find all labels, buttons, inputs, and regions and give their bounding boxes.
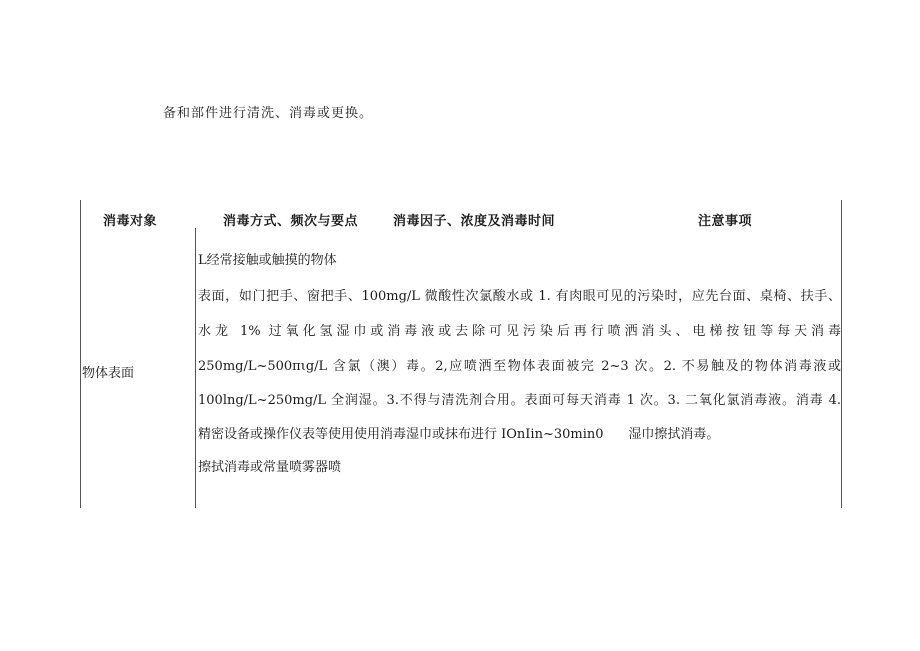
- content-line: 精密设备或操作仪表等使用使用消毒湿巾或抹布进行 IOnIin~30min0 湿巾擦拭消毒。: [198, 427, 720, 442]
- content-line: 水龙 1% 过氧化氢湿巾或消毒液或去除可见污染后再行喷洒消头、电梯按钮等每天消毒: [198, 324, 841, 339]
- content-line: 表面，如门把手、窗把手、100mg/L 微酸性次氯酸水或 1. 有肉眼可见的污染时，应先台面、桌椅、扶手、: [198, 289, 841, 304]
- content-line: 100lng/L~250mg/L 全润湿。3.不得与清洗剂合用。表面可每天消毒 1 次。3. 二氧化氯消毒液。消毒 4.: [198, 393, 841, 408]
- header-method-frequency: 消毒方式、频次与要点: [223, 214, 359, 229]
- table-border-left: [80, 200, 81, 508]
- header-factor-concentration: 消毒因子、浓度及消毒时间: [393, 214, 556, 229]
- row-label-object-surface: 物体表面: [82, 366, 135, 381]
- table-column-divider: [195, 228, 196, 508]
- content-line: 250mg/L~500πιg/L 含氯（澳）毒。2,应喷洒至物体表面被完 2~3 次。2. 不易触及的物体消毒液或: [198, 359, 841, 374]
- content-line: 擦拭消毒或常量喷雾器喷: [198, 460, 342, 475]
- header-notes: 注意事项: [698, 214, 753, 229]
- intro-text: 备和部件进行清洗、消毒或更换。: [163, 106, 374, 121]
- table-border-right: [841, 200, 842, 508]
- header-disinfection-object: 消毒对象: [103, 214, 158, 229]
- content-line: L经常接触或触摸的物体: [198, 253, 337, 268]
